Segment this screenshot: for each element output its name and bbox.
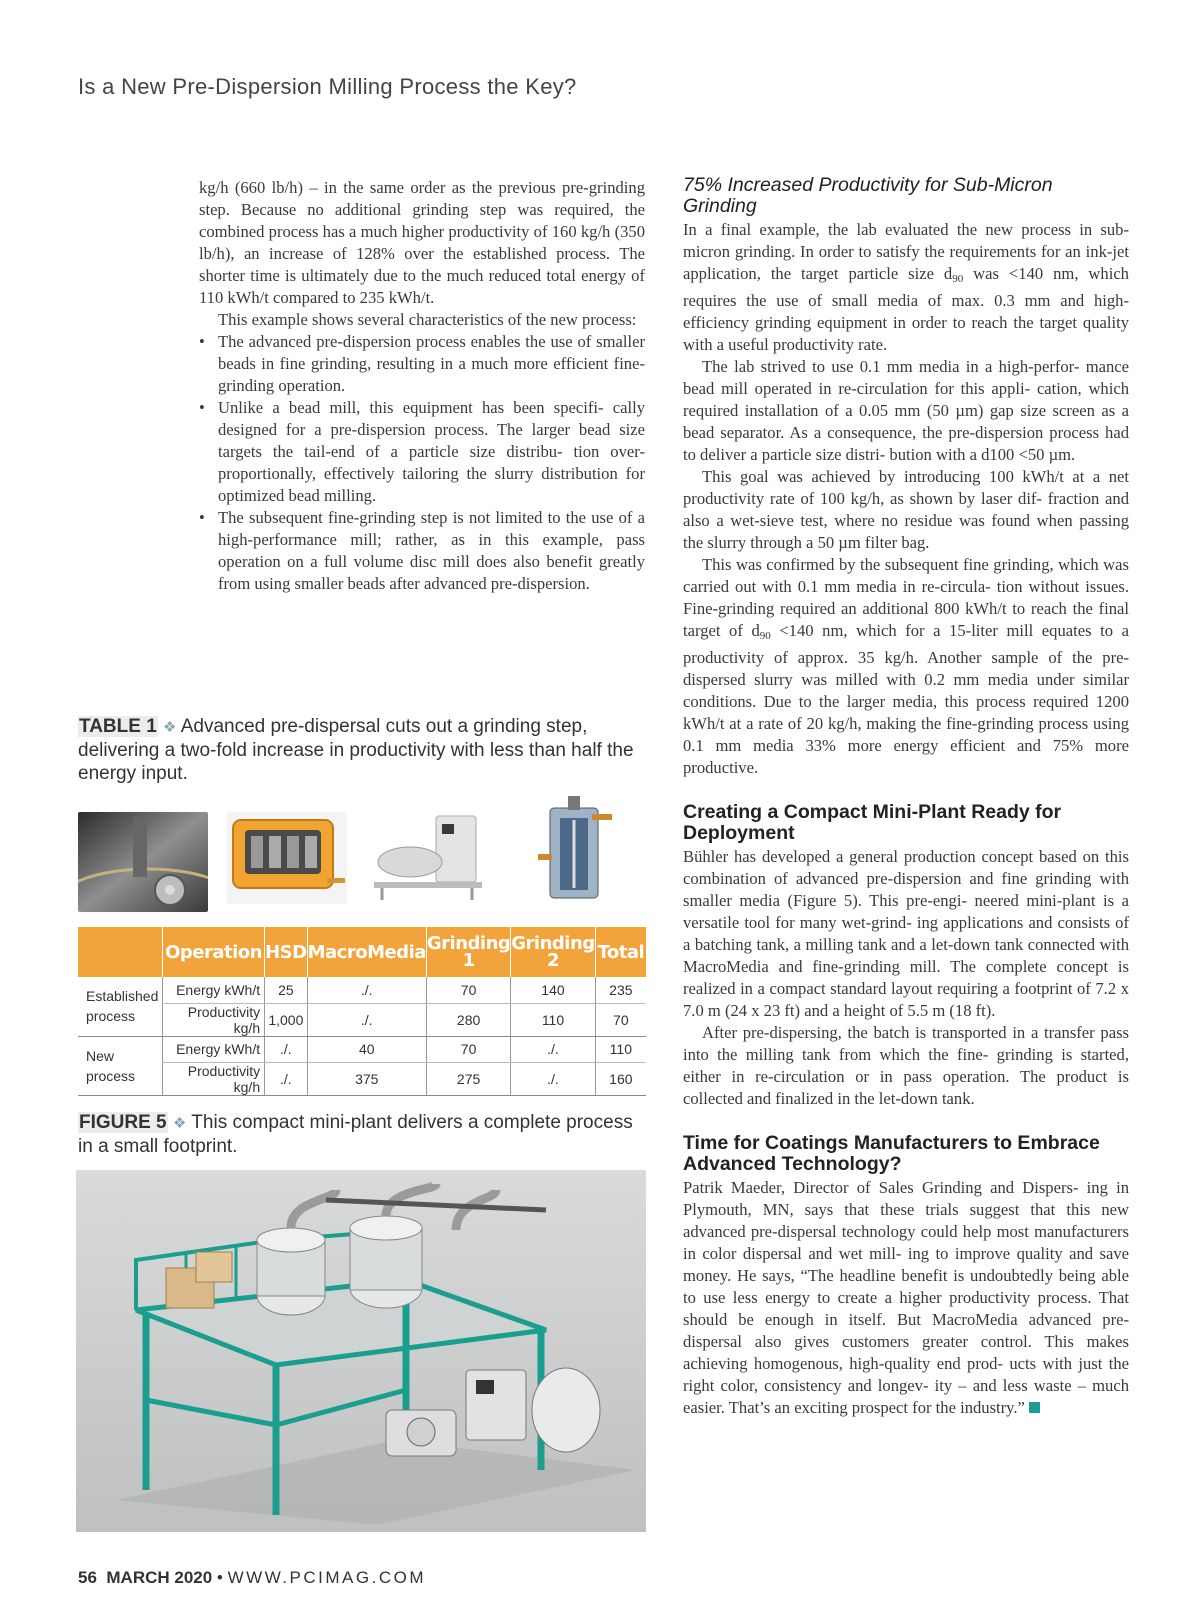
section-sub-micron — [683, 175, 1129, 779]
table1 — [78, 927, 646, 1096]
table-cell: 70 — [426, 1036, 510, 1062]
table1-tag: TABLE 1 — [79, 716, 157, 737]
row-group-label: New process — [78, 1036, 162, 1095]
website-link[interactable]: WWW.PCIMAG.COM — [227, 1568, 426, 1587]
table-cell: ./. — [511, 1062, 595, 1095]
paragraph — [683, 219, 1129, 356]
table-cell: Energy kWh/t — [162, 977, 264, 1003]
table-cell: Productivity kg/h — [162, 1062, 264, 1095]
characteristics-list — [199, 331, 645, 595]
column-header: Operation — [162, 927, 264, 977]
row-group-label: Established process — [78, 977, 162, 1036]
table-row — [78, 977, 646, 1003]
table-cell: Energy kWh/t — [162, 1036, 264, 1062]
column-header — [78, 927, 162, 977]
table-cell: 160 — [595, 1062, 646, 1095]
table-row — [78, 1036, 646, 1062]
subscript: 90 — [952, 273, 964, 285]
disc-mill-cutaway-photo — [530, 794, 620, 906]
diamond-icon: ❖ — [163, 719, 177, 736]
text-run: was <140 nm, which requires the use of small media of max. 0.3 mm and high-efficiency grinding equipment in order to reach the target quality with a useful productivity rate. — [683, 264, 1129, 354]
column-header: Grinding 2 — [511, 927, 595, 977]
table-cell: 25 — [265, 977, 307, 1003]
issue-date: MARCH 2020 — [106, 1568, 213, 1587]
table-cell: 140 — [511, 977, 595, 1003]
end-of-article-icon — [1029, 1402, 1040, 1413]
figure5-caption — [78, 1111, 648, 1158]
table-cell: ./. — [511, 1036, 595, 1062]
table-row — [78, 1003, 646, 1036]
table-row — [78, 1062, 646, 1095]
table-cell: ./. — [307, 1003, 426, 1036]
equipment-photo-strip — [78, 812, 646, 922]
table-cell: 70 — [595, 1003, 646, 1036]
paragraph — [683, 1177, 1129, 1419]
table-cell: 110 — [595, 1036, 646, 1062]
text-run: Patrik Maeder, Director of Sales Grinding and Dispers- ing in Plymouth, MN, says that these trials suggest that this new advanced pre-dispersal technology could help most manufacturers in color dispersal and wet mill- ing to improve quality and save money. He says, “The headline benefit is undoubtedly being able to use less energy to create a higher productivity process. That should be enough in itself. But MacroMedia advanced pre-dispersal also gives customers greater control. This makes achieving homogenous, high-quality end prod- ucts with just the right color, consistency and longev- ity – and less waste – much easier. That’s an exciting prospect for the industry.” — [683, 1178, 1129, 1417]
figure5-tag: FIGURE 5 — [79, 1112, 167, 1133]
section-coatings-manufacturers — [683, 1133, 1129, 1419]
hsd-photo — [78, 812, 208, 912]
section-heading: Creating a Compact Mini-Plant Ready for Deployment — [683, 801, 1062, 844]
list-item: • Unlike a bead mill, this equipment has been specifi- cally designed for a pre-dispersion process. The larger bead size targets the tail-end of a particle size distribu- tion over-proportionally, effectively tailoring the slurry distribution for optimized bead milling. — [199, 397, 645, 507]
macromedia-photo — [227, 812, 347, 904]
figure5-caption-text: This compact mini-plant delivers a complete process in a small footprint. — [78, 1112, 633, 1157]
paragraph: This example shows several characteristics of the new process: — [218, 310, 637, 329]
bead-mill-photo — [362, 804, 492, 904]
table-cell: ./. — [307, 977, 426, 1003]
right-column-text — [683, 175, 1129, 1442]
table-cell: 110 — [511, 1003, 595, 1036]
column-header: Grinding 1 — [426, 927, 510, 977]
table-cell: Productivity kg/h — [162, 1003, 264, 1036]
table-cell: 40 — [307, 1036, 426, 1062]
table-cell: 235 — [595, 977, 646, 1003]
paragraph: kg/h (660 lb/h) – in the same order as the previous pre-grinding step. Because no additional grinding step was required, the combined process has a much higher productivity of 160 kg/h (350 lb/h), an increase of 128% over the established process. The shorter time is ultimately due to the much reduced total energy of 110 kWh/t compared to 235 kWh/t. — [199, 178, 645, 307]
subscript: 90 — [759, 630, 771, 642]
table-cell: 280 — [426, 1003, 510, 1036]
column-header: HSD — [265, 927, 307, 977]
footer-separator: • — [216, 1568, 223, 1587]
running-title: Is a New Pre-Dispersion Milling Process the Key? — [78, 74, 577, 99]
table-cell: ./. — [265, 1062, 307, 1095]
table1-caption — [78, 715, 648, 785]
page-number: 56 — [78, 1568, 97, 1587]
section-heading: 75% Increased Productivity for Sub-Micron Grinding — [683, 174, 1053, 217]
mini-plant-illustration — [76, 1170, 646, 1532]
page-footer — [78, 1568, 426, 1588]
table-cell: 70 — [426, 977, 510, 1003]
section-mini-plant — [683, 802, 1129, 1110]
column-header: Total — [595, 927, 646, 977]
list-item: • The subsequent fine-grinding step is not limited to the use of a high-performance mill; rather, as in this example, pass operation on a full volume disc mill does also benefit greatly from using smaller beads after advanced pre-dispersion. — [199, 507, 645, 595]
paragraph: Bühler has developed a general production concept based on this combination of advanced pre-dispersion and fine grinding with smaller media (Figure 5). This pre-engi- neered mini-plant is a versatile tool for many wet-grind- ing applications and consists of a batching tank, a milling tank and a let-down tank connected with MacroMedia and fine-grinding mill. The complete concept is realized in a compact standard layout requiring a footprint of 7.2 x 7.0 m (24 x 23 ft) and a height of 5.5 m (18 ft). — [683, 847, 1129, 1020]
section-heading: Time for Coatings Manufacturers to Embrace Advanced Technology? — [683, 1132, 1100, 1175]
paragraph — [683, 554, 1129, 779]
table-cell: 1,000 — [265, 1003, 307, 1036]
text-run: This was confirmed by the subsequent fine grinding, which was carried out with 0.1 mm media in re-circula- tion without issues. Fine-grinding required an additional 800 kWh/t to reach the final target of d — [683, 555, 1129, 640]
paragraph: The lab strived to use 0.1 mm media in a high-perfor- mance bead mill operated in re-circulation for this appli- cation, which required installation of a 0.05 mm (50 µm) gap size screen as a bead separator. As a consequence, the pre-dispersion process had to deliver a particle size distri- bution with a d100 <50 µm. — [683, 357, 1129, 464]
paragraph: After pre-dispersing, the batch is transported in a transfer pass into the milling tank from which the fine- grinding is started, either in re-circulation or in pass operation. The product is collected and finalized in the let-down tank. — [683, 1023, 1129, 1108]
table1-caption-text: Advanced pre-dispersal cuts out a grinding step, delivering a two-fold increase in productivity with less than half the energy input. — [78, 716, 634, 784]
diamond-icon: ❖ — [172, 1115, 187, 1132]
table-cell: 275 — [426, 1062, 510, 1095]
text-run: <140 nm, which for a 15-liter mill equates to a productivity of approx. 35 kg/h. Another sample of the pre-dispersed slurry was milled with 0.2 mm media under similar conditions. Due to the larger media, this process required 1200 kWh/t at a rate of 20 kg/h, making the fine-grinding process using 0.1 mm media 33% more energy efficient and 75% more productive. — [683, 621, 1129, 777]
column-header: MacroMedia — [307, 927, 426, 977]
text-run: In a final example, the lab evaluated the new process in sub-micron grinding. In order to satisfy the requirements for an ink-jet application, the target particle size d — [683, 220, 1129, 283]
list-item: • The advanced pre-dispersion process enables the use of smaller beads in fine grinding, resulting in a much more efficient fine-grinding operation. — [199, 331, 645, 397]
paragraph: This goal was achieved by introducing 100 kWh/t at a net productivity rate of 100 kg/h, as shown by laser dif- fraction and also a wet-sieve test, where no residue was found when passing the slurry through a 50 µm filter bag. — [683, 467, 1129, 552]
table-cell: 375 — [307, 1062, 426, 1095]
table-header-row — [78, 927, 646, 977]
table-cell: ./. — [265, 1036, 307, 1062]
left-column-text — [199, 177, 645, 595]
